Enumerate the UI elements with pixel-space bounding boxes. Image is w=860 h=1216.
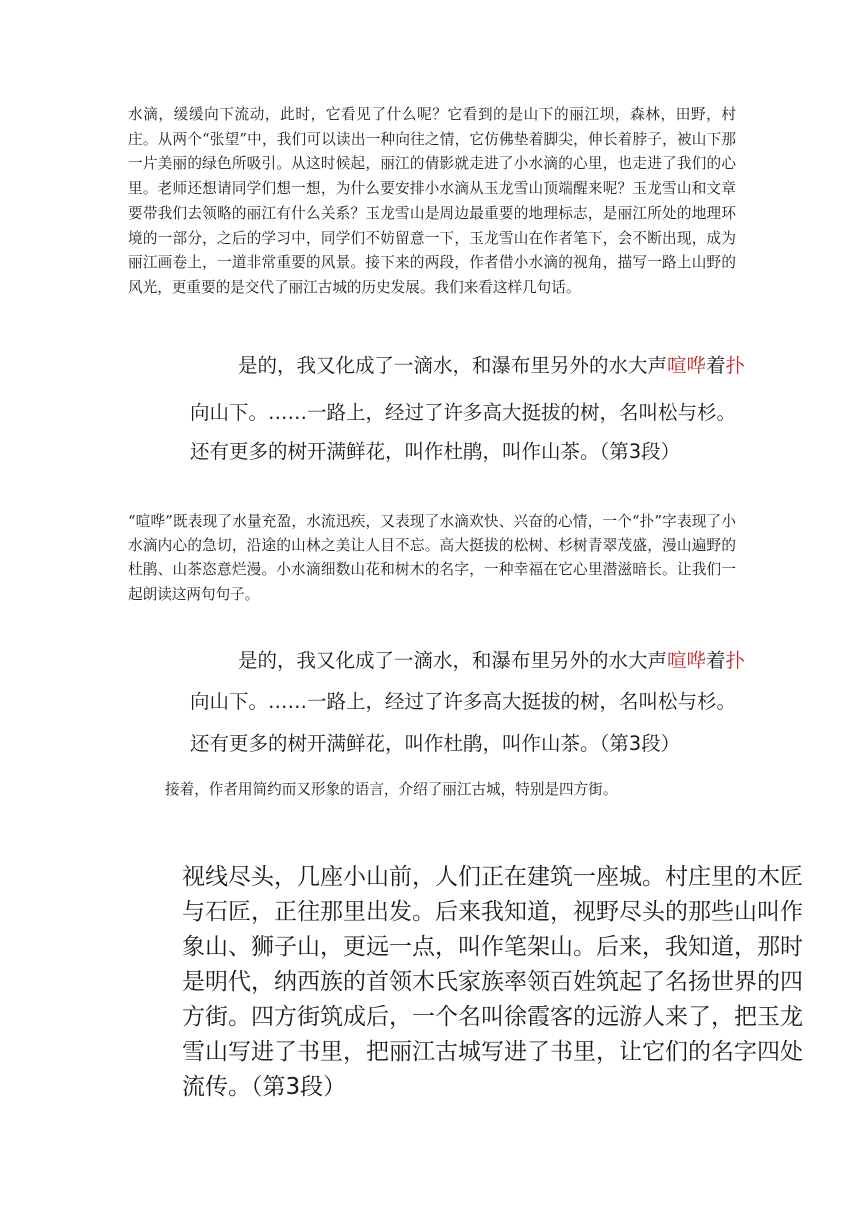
passage-line: 象山、狮子山，更远一点，叫作笔架山。后来，我知道，那时: [182, 934, 803, 960]
quote-line-2: 向山下。……一路上，经过了许多高大挺拔的树，名叫松与杉。: [190, 690, 737, 713]
passage-line: 与石匠，正往那里出发。后来我知道，视野尽头的那些山叫作: [182, 899, 803, 925]
passage-line: 雪山写进了书里，把丽江古城写进了书里，让它们的名字四处: [182, 1039, 803, 1065]
quote-line-2: 向山下。……一路上，经过了许多高大挺拔的树，名叫松与杉。: [190, 401, 737, 424]
quote-line-1: [238, 645, 745, 673]
paragraph-transition: 接着，作者用简约而又形象的语言，介绍了丽江古城，特别是四方街。: [165, 781, 618, 798]
highlight-pu: 扑: [725, 649, 746, 672]
highlight-xuanhua: 喧哗: [667, 354, 707, 377]
paragraph-analysis: “喧哗”既表现了水量充盈，水流迅疾，又表现了水滴欢快、兴奋的心情，一个“扑”字表现了小水滴内心的急切，沿途的山林之美让人目不忘。高大挺拔的松树、杉树青翠茂盛，漫山遍野的杜鹃、山茶恣意烂漫。小水滴细数山花和树木的名字，一种幸福在它心里潜滋暗长。让我们一起朗读这两句句子。: [128, 513, 736, 603]
quote-text: 着: [706, 649, 726, 672]
highlight-xuanhua: 喧哗: [667, 649, 707, 672]
passage-block: [182, 860, 842, 1105]
passage-line: 方街。四方街筑成后，一个名叫徐霞客的远游人来了，把玉龙: [182, 1004, 803, 1030]
paragraph-intro: 水滴，缓缓向下流动，此时，它看见了什么呢？它看到的是山下的丽江坝，森林，田野，村庄。从两个“张望”中，我们可以读出一种向往之情，它仿佛垫着脚尖，伸长着脖子，被山下那一片美丽的绿色所吸引。从这时候起，丽江的倩影就走进了小水滴的心里，也走进了我们的心里。老师还想请同学们想一想，为什么要安排小水滴从玉龙雪山顶端醒来呢？玉龙雪山和文章要带我们去领略的丽江有什么关系？玉龙雪山是周边最重要的地理标志，是丽江所处的地理环境的一部分，之后的学习中，同学们不妨留意一下，玉龙雪山在作者笔下，会不断出现，成为丽江画卷上，一道非常重要的风景。接下来的两段，作者借小水滴的视角，描写一路上山野的风光，更重要的是交代了丽江古城的历史发展。我们来看这样几句话。: [128, 106, 736, 296]
passage-line: 视线尽头，几座小山前，人们正在建筑一座城。村庄里的木匠: [182, 864, 803, 890]
passage-line: 是明代，纳西族的首领木氏家族率领百姓筑起了名扬世界的四: [182, 969, 803, 995]
quote-line-3: 还有更多的树开满鲜花，叫作杜鹃，叫作山茶。（第3段）: [190, 440, 681, 463]
passage-line: 流传。（第3段）: [182, 1074, 347, 1100]
quote-line-3: 还有更多的树开满鲜花，叫作杜鹃，叫作山茶。（第3段）: [190, 732, 681, 755]
highlight-pu: 扑: [725, 354, 746, 377]
quote-line-1: [238, 350, 745, 378]
quote-text: 着: [706, 354, 726, 377]
quote-text: 是的，我又化成了一滴水，和瀑布里另外的水大声: [238, 354, 668, 377]
quote-text: 是的，我又化成了一滴水，和瀑布里另外的水大声: [238, 649, 668, 672]
